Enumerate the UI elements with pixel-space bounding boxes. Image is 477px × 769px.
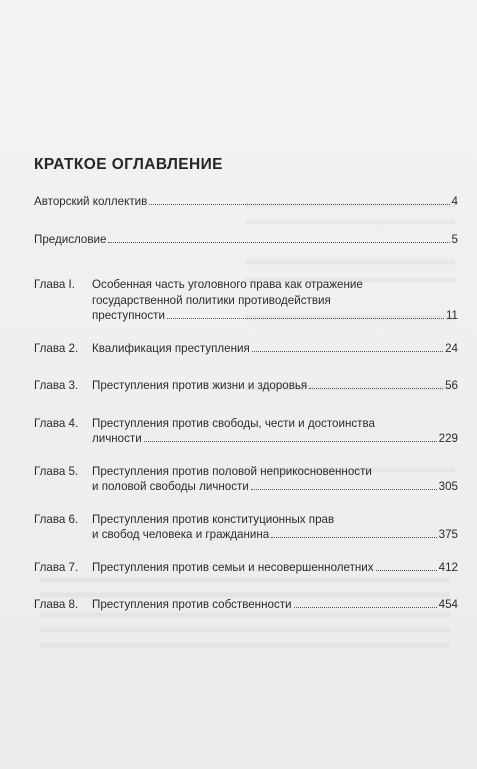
table-of-contents: [34, 194, 458, 613]
toc-entry-title-line: Преступления против собственности: [92, 598, 292, 611]
toc-entry-title-line: преступности: [92, 309, 165, 322]
toc-leader-dots: [252, 350, 443, 352]
toc-entry-title-line: Преступления против семьи и несовершеннолетних: [92, 560, 374, 574]
toc-page-number: 5: [451, 232, 458, 246]
toc-entry-title-line: Квалификация преступления: [92, 341, 250, 355]
toc-chapter-number: Глава 2.: [34, 341, 79, 355]
toc-chapter-number: Глава 4.: [34, 416, 79, 430]
toc-leader-dots: [309, 387, 443, 389]
toc-chapter-number: Глава 5.: [34, 464, 79, 478]
toc-entry-title-line: Преступления против половой неприкосновенности: [92, 464, 372, 478]
toc-entry[interactable]: [34, 512, 458, 543]
toc-page-number: 229: [438, 432, 458, 445]
toc-entry[interactable]: [34, 597, 458, 613]
toc-entry-title-line: Авторский коллектив: [34, 195, 148, 208]
toc-entry-title-line: личности: [92, 432, 142, 445]
toc-entry-title-line: Предисловие: [34, 232, 107, 246]
toc-leader-dots: [376, 569, 437, 571]
toc-entry-title-line: Преступления против жизни и здоровья: [92, 379, 308, 392]
toc-chapter-number: Глава 3.: [34, 379, 79, 392]
toc-chapter-number: Глава 8.: [34, 598, 79, 611]
toc-page-number: 24: [445, 341, 458, 355]
toc-page-number: 412: [438, 560, 458, 574]
toc-entry-title-line: Преступления против конституционных прав: [92, 512, 335, 526]
toc-entry[interactable]: [34, 416, 458, 447]
toc-entry[interactable]: [34, 341, 458, 357]
toc-entry-title-line: и половой свободы личности: [92, 480, 249, 493]
toc-leader-dots: [108, 241, 449, 243]
toc-entry[interactable]: [34, 464, 458, 495]
toc-leader-dots: [144, 440, 437, 442]
toc-entry[interactable]: [34, 277, 458, 324]
toc-page-number: 11: [445, 309, 458, 322]
toc-page-number: 4: [451, 195, 458, 208]
toc-leader-dots: [271, 536, 436, 538]
toc-page-number: 56: [445, 379, 458, 392]
toc-entry-title-line: государственной политики противодействия: [92, 293, 331, 307]
toc-leader-dots: [294, 606, 437, 608]
toc-chapter-number: Глава 6.: [34, 512, 79, 526]
toc-page-number: 454: [438, 598, 458, 611]
toc-entry[interactable]: [34, 378, 458, 394]
toc-entry[interactable]: [34, 194, 458, 210]
toc-page-number: 305: [438, 480, 458, 493]
toc-entry-title-line: Преступления против свободы, чести и достоинства: [92, 416, 375, 430]
toc-entry-title-line: Особенная часть уголовного права как отражение: [92, 278, 363, 291]
toc-title: КРАТКОЕ ОГЛАВЛЕНИЕ: [34, 156, 223, 173]
toc-leader-dots: [167, 317, 444, 319]
toc-leader-dots: [149, 203, 449, 205]
toc-chapter-number: Глава 7.: [34, 560, 79, 574]
toc-chapter-number: Глава I.: [34, 278, 75, 291]
toc-page-number: 375: [438, 528, 458, 541]
toc-leader-dots: [251, 488, 437, 490]
toc-entry-title-line: и свобод человека и гражданина: [92, 528, 270, 541]
toc-entry[interactable]: [34, 232, 458, 248]
toc-entry[interactable]: [34, 560, 458, 576]
